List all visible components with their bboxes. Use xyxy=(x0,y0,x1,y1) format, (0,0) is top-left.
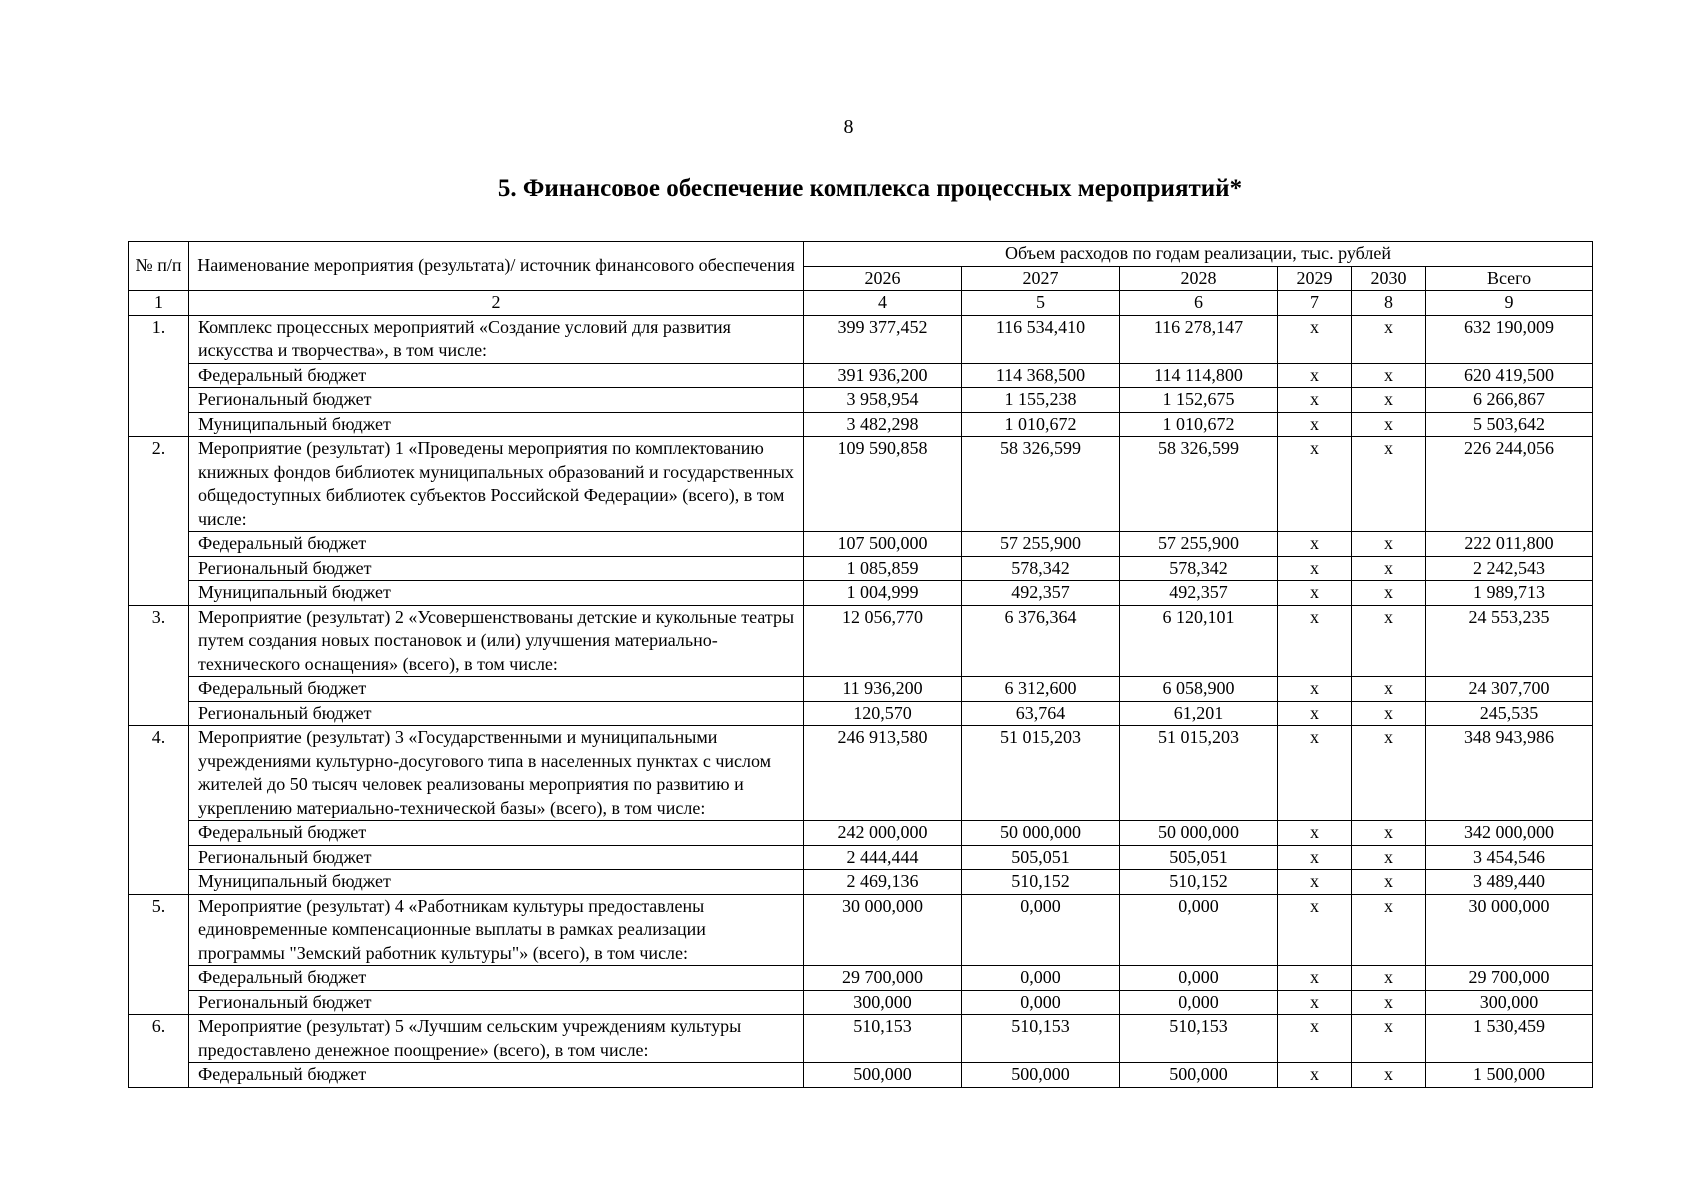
value-2028: 510,152 xyxy=(1120,870,1278,895)
value-2029: х xyxy=(1278,894,1352,966)
row-number: 3. xyxy=(129,605,189,726)
value-2030: х xyxy=(1352,677,1426,702)
value-2026: 2 469,136 xyxy=(804,870,962,895)
value-2030: х xyxy=(1352,966,1426,991)
value-2029: х xyxy=(1278,556,1352,581)
value-2026: 109 590,858 xyxy=(804,437,962,532)
value-2030: х xyxy=(1352,894,1426,966)
value-2027: 0,000 xyxy=(962,966,1120,991)
column-index: 8 xyxy=(1352,291,1426,316)
value-2028: 505,051 xyxy=(1120,845,1278,870)
value-total: 226 244,056 xyxy=(1426,437,1593,532)
value-2030: х xyxy=(1352,1063,1426,1088)
value-2027: 492,357 xyxy=(962,581,1120,606)
funding-source: Муниципальный бюджет xyxy=(189,412,804,437)
value-2026: 246 913,580 xyxy=(804,726,962,821)
value-2030: х xyxy=(1352,532,1426,557)
funding-source: Федеральный бюджет xyxy=(189,966,804,991)
value-2027: 578,342 xyxy=(962,556,1120,581)
funding-source: Региональный бюджет xyxy=(189,388,804,413)
value-total: 6 266,867 xyxy=(1426,388,1593,413)
value-2029: х xyxy=(1278,1015,1352,1063)
value-2027: 0,000 xyxy=(962,894,1120,966)
value-2027: 114 368,500 xyxy=(962,363,1120,388)
column-index: 5 xyxy=(962,291,1120,316)
measure-name: Мероприятие (результат) 4 «Работникам культуры предоставлены единовременные компенсационные выплаты в рамках реализации программы "Земский работник культуры"» (всего), в том числе: xyxy=(189,894,804,966)
value-total: 222 011,800 xyxy=(1426,532,1593,557)
value-2026: 120,570 xyxy=(804,701,962,726)
value-2030: х xyxy=(1352,581,1426,606)
value-2027: 58 326,599 xyxy=(962,437,1120,532)
measure-name: Комплекс процессных мероприятий «Создание условий для развития искусства и творчества», в том числе: xyxy=(189,315,804,363)
header-year-2028: 2028 xyxy=(1120,266,1278,291)
table-row xyxy=(129,388,1593,413)
measure-name: Мероприятие (результат) 2 «Усовершенствованы детские и кукольные театры путем создания новых постановок и (или) улучшения материально-технического оснащения» (всего), в том числе: xyxy=(189,605,804,677)
value-2029: х xyxy=(1278,990,1352,1015)
funding-source: Региональный бюджет xyxy=(189,990,804,1015)
value-total: 29 700,000 xyxy=(1426,966,1593,991)
value-2026: 12 056,770 xyxy=(804,605,962,677)
table-row xyxy=(129,412,1593,437)
value-2028: 1 152,675 xyxy=(1120,388,1278,413)
value-total: 3 454,546 xyxy=(1426,845,1593,870)
table-row xyxy=(129,821,1593,846)
value-2030: х xyxy=(1352,845,1426,870)
value-2026: 510,153 xyxy=(804,1015,962,1063)
value-total: 24 307,700 xyxy=(1426,677,1593,702)
table-row-group xyxy=(129,726,1593,821)
value-2030: х xyxy=(1352,821,1426,846)
table-row xyxy=(129,532,1593,557)
row-number: 6. xyxy=(129,1015,189,1088)
value-2029: х xyxy=(1278,363,1352,388)
value-2026: 300,000 xyxy=(804,990,962,1015)
value-2029: х xyxy=(1278,677,1352,702)
funding-source: Федеральный бюджет xyxy=(189,821,804,846)
value-2028: 0,000 xyxy=(1120,894,1278,966)
header-year-2027: 2027 xyxy=(962,266,1120,291)
value-2030: х xyxy=(1352,726,1426,821)
value-2029: х xyxy=(1278,821,1352,846)
value-2028: 51 015,203 xyxy=(1120,726,1278,821)
value-2029: х xyxy=(1278,726,1352,821)
value-2027: 500,000 xyxy=(962,1063,1120,1088)
table-row xyxy=(129,677,1593,702)
value-2026: 3 958,954 xyxy=(804,388,962,413)
column-index: 4 xyxy=(804,291,962,316)
value-total: 348 943,986 xyxy=(1426,726,1593,821)
value-2029: х xyxy=(1278,605,1352,677)
value-total: 5 503,642 xyxy=(1426,412,1593,437)
table-row xyxy=(129,701,1593,726)
table-row-group xyxy=(129,894,1593,966)
value-total: 1 989,713 xyxy=(1426,581,1593,606)
value-2029: х xyxy=(1278,532,1352,557)
value-2029: х xyxy=(1278,388,1352,413)
value-2026: 399 377,452 xyxy=(804,315,962,363)
value-2029: х xyxy=(1278,870,1352,895)
page-title: 5. Финансовое обеспечение комплекса процессных мероприятий* xyxy=(497,175,1243,202)
value-2027: 6 376,364 xyxy=(962,605,1120,677)
header-year-2029: 2029 xyxy=(1278,266,1352,291)
value-total: 1 500,000 xyxy=(1426,1063,1593,1088)
value-2028: 578,342 xyxy=(1120,556,1278,581)
value-2030: х xyxy=(1352,870,1426,895)
column-index: 1 xyxy=(129,291,189,316)
value-2028: 500,000 xyxy=(1120,1063,1278,1088)
value-2028: 1 010,672 xyxy=(1120,412,1278,437)
table-row xyxy=(129,990,1593,1015)
value-2027: 51 015,203 xyxy=(962,726,1120,821)
table-row xyxy=(129,845,1593,870)
row-number: 1. xyxy=(129,315,189,437)
value-total: 1 530,459 xyxy=(1426,1015,1593,1063)
value-2027: 510,152 xyxy=(962,870,1120,895)
table-row xyxy=(129,966,1593,991)
value-2030: х xyxy=(1352,605,1426,677)
column-index: 9 xyxy=(1426,291,1593,316)
header-name: Наименование мероприятия (результата)/ источник финансового обеспечения xyxy=(189,242,804,291)
value-2028: 0,000 xyxy=(1120,990,1278,1015)
header-total: Всего xyxy=(1426,266,1593,291)
value-2026: 107 500,000 xyxy=(804,532,962,557)
value-total: 632 190,009 xyxy=(1426,315,1593,363)
page-number: 8 xyxy=(843,116,854,138)
table-row-group xyxy=(129,437,1593,532)
value-2027: 510,153 xyxy=(962,1015,1120,1063)
value-2027: 57 255,900 xyxy=(962,532,1120,557)
value-2029: х xyxy=(1278,1063,1352,1088)
value-2026: 242 000,000 xyxy=(804,821,962,846)
value-2028: 510,153 xyxy=(1120,1015,1278,1063)
value-total: 300,000 xyxy=(1426,990,1593,1015)
table-row xyxy=(129,870,1593,895)
table-row-group xyxy=(129,605,1593,677)
value-2028: 57 255,900 xyxy=(1120,532,1278,557)
funding-source: Федеральный бюджет xyxy=(189,1063,804,1088)
value-2028: 6 058,900 xyxy=(1120,677,1278,702)
measure-name: Мероприятие (результат) 5 «Лучшим сельским учреждениям культуры предоставлено денежное поощрение» (всего), в том числе: xyxy=(189,1015,804,1063)
value-2027: 116 534,410 xyxy=(962,315,1120,363)
value-total: 2 242,543 xyxy=(1426,556,1593,581)
value-2028: 492,357 xyxy=(1120,581,1278,606)
row-number: 5. xyxy=(129,894,189,1015)
value-2029: х xyxy=(1278,845,1352,870)
value-2027: 1 010,672 xyxy=(962,412,1120,437)
value-total: 620 419,500 xyxy=(1426,363,1593,388)
value-total: 24 553,235 xyxy=(1426,605,1593,677)
table-row xyxy=(129,556,1593,581)
value-2030: х xyxy=(1352,315,1426,363)
value-2028: 0,000 xyxy=(1120,966,1278,991)
value-2027: 63,764 xyxy=(962,701,1120,726)
column-index: 6 xyxy=(1120,291,1278,316)
value-2030: х xyxy=(1352,1015,1426,1063)
value-2026: 2 444,444 xyxy=(804,845,962,870)
value-2030: х xyxy=(1352,990,1426,1015)
value-total: 3 489,440 xyxy=(1426,870,1593,895)
value-2028: 6 120,101 xyxy=(1120,605,1278,677)
row-number: 4. xyxy=(129,726,189,895)
value-2029: х xyxy=(1278,581,1352,606)
value-2029: х xyxy=(1278,412,1352,437)
table-row-group xyxy=(129,1015,1593,1063)
value-2029: х xyxy=(1278,966,1352,991)
value-2026: 29 700,000 xyxy=(804,966,962,991)
value-total: 245,535 xyxy=(1426,701,1593,726)
value-2029: х xyxy=(1278,315,1352,363)
value-2027: 0,000 xyxy=(962,990,1120,1015)
table-row xyxy=(129,363,1593,388)
value-2030: х xyxy=(1352,363,1426,388)
value-2029: х xyxy=(1278,701,1352,726)
funding-source: Муниципальный бюджет xyxy=(189,870,804,895)
funding-source: Федеральный бюджет xyxy=(189,363,804,388)
measure-name: Мероприятие (результат) 3 «Государственными и муниципальными учреждениями культурно-досугового типа в населенных пунктах с числом жителей до 50 тысяч человек реализованы мероприятия по развитию и укреплению материально-технической базы» (всего), в том числе: xyxy=(189,726,804,821)
value-2026: 30 000,000 xyxy=(804,894,962,966)
value-2027: 50 000,000 xyxy=(962,821,1120,846)
value-2028: 116 278,147 xyxy=(1120,315,1278,363)
funding-source: Региональный бюджет xyxy=(189,556,804,581)
table-row-group xyxy=(129,315,1593,363)
value-2028: 58 326,599 xyxy=(1120,437,1278,532)
column-index: 7 xyxy=(1278,291,1352,316)
value-2027: 505,051 xyxy=(962,845,1120,870)
header-year-2030: 2030 xyxy=(1352,266,1426,291)
header-num: № п/п xyxy=(129,242,189,291)
value-2030: х xyxy=(1352,437,1426,532)
value-total: 30 000,000 xyxy=(1426,894,1593,966)
value-2026: 391 936,200 xyxy=(804,363,962,388)
funding-source: Региональный бюджет xyxy=(189,701,804,726)
header-volume: Объем расходов по годам реализации, тыс. рублей xyxy=(804,242,1593,267)
value-2026: 1 004,999 xyxy=(804,581,962,606)
value-2026: 11 936,200 xyxy=(804,677,962,702)
value-2028: 114 114,800 xyxy=(1120,363,1278,388)
value-2027: 1 155,238 xyxy=(962,388,1120,413)
table-row xyxy=(129,1063,1593,1088)
header-year-2026: 2026 xyxy=(804,266,962,291)
value-2029: х xyxy=(1278,437,1352,532)
value-2030: х xyxy=(1352,412,1426,437)
measure-name: Мероприятие (результат) 1 «Проведены мероприятия по комплектованию книжных фондов библиотек муниципальных образований и государственных общедоступных библиотек субъектов Российской Федерации» (всего), в том числе: xyxy=(189,437,804,532)
funding-source: Федеральный бюджет xyxy=(189,532,804,557)
funding-source: Региональный бюджет xyxy=(189,845,804,870)
value-2028: 50 000,000 xyxy=(1120,821,1278,846)
funding-source: Федеральный бюджет xyxy=(189,677,804,702)
value-2030: х xyxy=(1352,556,1426,581)
funding-source: Муниципальный бюджет xyxy=(189,581,804,606)
row-number: 2. xyxy=(129,437,189,606)
value-2030: х xyxy=(1352,388,1426,413)
value-2030: х xyxy=(1352,701,1426,726)
value-total: 342 000,000 xyxy=(1426,821,1593,846)
value-2028: 61,201 xyxy=(1120,701,1278,726)
value-2026: 500,000 xyxy=(804,1063,962,1088)
value-2026: 1 085,859 xyxy=(804,556,962,581)
value-2027: 6 312,600 xyxy=(962,677,1120,702)
column-index: 2 xyxy=(189,291,804,316)
table-row xyxy=(129,581,1593,606)
value-2026: 3 482,298 xyxy=(804,412,962,437)
financing-table xyxy=(128,241,1593,1088)
